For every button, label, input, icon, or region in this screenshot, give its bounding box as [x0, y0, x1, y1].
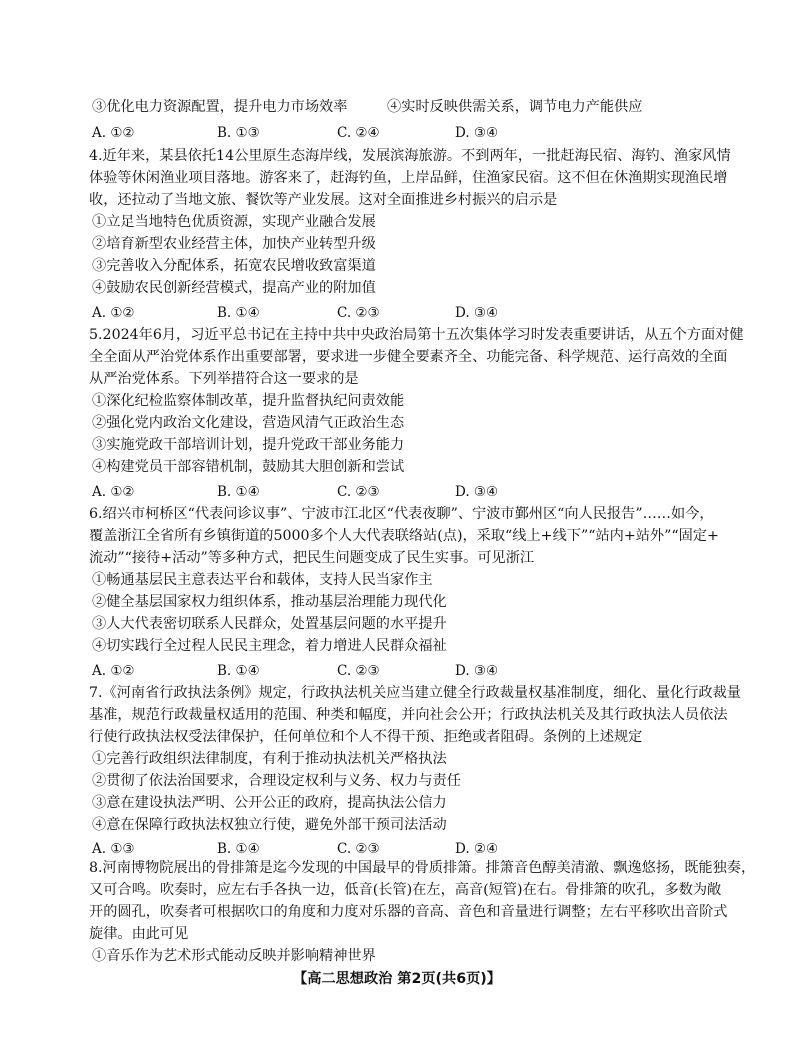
- q6-option-2: ②健全基层国家权力组织体系，推动基层治理能力现代化: [92, 594, 447, 610]
- q8-option-1: ①音乐作为艺术形式能动反映并影响精神世界: [92, 948, 376, 964]
- q5-option-3: ③实施党政干部培训计划，提升党政干部业务能力: [92, 437, 405, 453]
- q5-option-4: ④构建党员干部容错机制，鼓励其大胆创新和尝试: [92, 459, 405, 475]
- q8-stem-line: 开的圆孔，吹奏者可根据吹口的角度和力度对乐器的音高、音色和音量进行调整；左右平移吹出音阶式: [89, 904, 728, 920]
- q8-stem-line: 又可合鸣。吹奏时，应左右手各执一边，低音(长管)在左，高音(短管)在右。骨排箫的吹孔，多数为敞: [89, 882, 722, 898]
- q6-choice-b: B. ①④: [217, 663, 260, 679]
- q6-choice-d: D. ③④: [455, 663, 499, 679]
- q3-choice-d: D. ③④: [455, 125, 499, 141]
- q8-stem-line: 旋律。由此可见: [89, 926, 189, 942]
- q3-option-3: ③优化电力资源配置，提升电力市场效率: [92, 99, 348, 115]
- q3-choice-c: C. ②④: [337, 125, 380, 141]
- q3-choice-b: B. ①③: [217, 125, 260, 141]
- q4-stem-line: 收，还拉动了当地文旅、餐饮等产业发展。这对全面推进乡村振兴的启示是: [89, 192, 558, 208]
- q5-choice-b: B. ①④: [217, 484, 260, 500]
- q5-choice-a: A. ①②: [92, 484, 135, 500]
- q6-choice-a: A. ①②: [92, 663, 135, 679]
- q4-option-4: ④鼓励农民创新经营模式，提高产业的附加值: [92, 280, 376, 296]
- q6-option-4: ④切实践行全过程人民民主理念，着力增进人民群众福祉: [92, 638, 447, 654]
- q5-choices: [92, 481, 692, 503]
- q6-option-3: ③人大代表密切联系人民群众，处置基层问题的水平提升: [92, 616, 447, 632]
- q7-stem-line: 行使行政执法权受法律保护，任何单位和个人不得干预、拒绝或者阻碍。条例的上述规定: [89, 729, 643, 745]
- q8-stem-line: 8.河南博物院展出的骨排箫是迄今发现的中国最早的骨质排箫。排箫音色醇美清澈、飘逸悠扬，既能独奏，: [89, 860, 756, 876]
- q5-choice-c: C. ②③: [337, 484, 380, 500]
- q3-choice-a: A. ①②: [92, 125, 135, 141]
- q4-option-2: ②培育新型农业经营主体，加快产业转型升级: [92, 236, 376, 252]
- page-footer: 【高二思想政治 第2页(共6页)】: [293, 971, 501, 987]
- q6-option-1: ①畅通基层民主意表达平台和载体，支持人民当家作主: [92, 572, 433, 588]
- q4-option-1: ①立足当地特色优质资源，实现产业融合发展: [92, 214, 376, 230]
- q5-option-2: ②强化党内政治文化建设，营造风清气正政治生态: [92, 415, 405, 431]
- q5-stem-line: 全全面从严治党体系作出重要部署，要求进一步健全要素齐全、功能完备、科学规范、运行高效的全面: [89, 349, 728, 365]
- q7-option-2: ②贯彻了依法治国要求，合理设定权利与义务、权力与责任: [92, 773, 461, 789]
- q6-stem-line: 覆盖浙江全省所有乡镇街道的5000多个人大代表联络站(点)，采取“线上+线下”“站内+站外”“固定+: [89, 528, 719, 544]
- q3-option-4: ④实时反映供需关系，调节电力产能供应: [387, 99, 643, 115]
- q7-choice-c: C. ②③: [337, 841, 380, 857]
- q4-choice-c: C. ②③: [337, 305, 380, 321]
- q5-stem-line: 5.2024年6月，习近平总书记在主持中共中央政治局第十五次集体学习时发表重要讲话，从五个方面对健: [89, 327, 744, 343]
- q7-option-4: ④意在保障行政执法权独立行使，避免外部干预司法活动: [92, 817, 447, 833]
- q4-choice-a: A. ①②: [92, 305, 135, 321]
- q7-stem-line: 7.《河南省行政执法条例》规定，行政执法机关应当建立健全行政裁量权基准制度，细化、量化行政裁量: [89, 685, 741, 701]
- q6-stem-line: 6.绍兴市柯桥区“代表问诊议事”、宁波市江北区“代表夜聊”、宁波市鄞州区“向人民报告”……如今，: [89, 506, 714, 522]
- q7-choice-d: D. ②④: [455, 841, 499, 857]
- q4-stem-line: 4.近年来，某县依托14公里原生态海岸线，发展滨海旅游。不到两年，一批赶海民宿、海钓、渔家风情: [89, 148, 731, 164]
- q6-choices: [92, 660, 692, 682]
- q4-choices: [92, 302, 692, 324]
- q3-choices: [92, 122, 692, 144]
- q5-choice-d: D. ③④: [455, 484, 499, 500]
- q4-choice-b: B. ①④: [217, 305, 260, 321]
- q4-stem-line: 体验等休闲渔业项目落地。游客来了，赶海钓鱼，上岸品鲜，住渔家民宿。这不但在休渔期实现渔民增: [89, 170, 728, 186]
- q5-stem-line: 从严治党体系。下列举措符合这一要求的是: [89, 371, 359, 387]
- q6-choice-c: C. ②③: [337, 663, 380, 679]
- q7-stem-line: 基准，规范行政裁量权适用的范围、种类和幅度，并向社会公开；行政执法机关及其行政执法人员依法: [89, 707, 728, 723]
- q4-choice-d: D. ③④: [455, 305, 499, 321]
- q7-choice-b: B. ①④: [217, 841, 260, 857]
- q7-option-3: ③意在建设执法严明、公开公正的政府，提高执法公信力: [92, 795, 447, 811]
- q7-option-1: ①完善行政组织法律制度，有利于推动执法机关严格执法: [92, 751, 447, 767]
- q4-option-3: ③完善收入分配体系，拓宽农民增收致富渠道: [92, 258, 376, 274]
- q7-choice-a: A. ①③: [92, 841, 135, 857]
- q5-option-1: ①深化纪检监察体制改革，提升监督执纪问责效能: [92, 393, 405, 409]
- q6-stem-line: 流动”“接待+活动”等多种方式，把民生问题变成了民生实事。可见浙江: [89, 550, 535, 566]
